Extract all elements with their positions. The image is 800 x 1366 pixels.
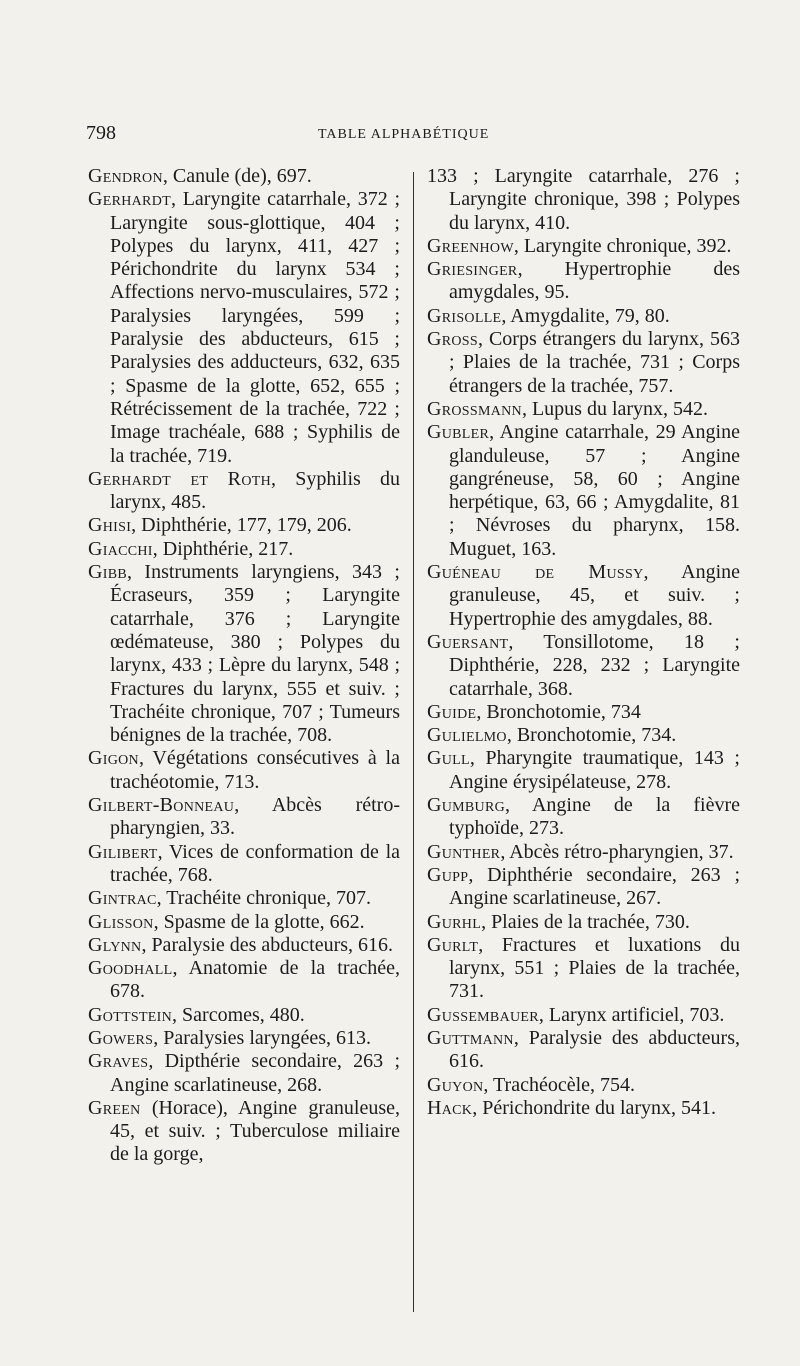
- index-entry: Gerhardt et Roth, Syphilis du larynx, 485.: [88, 467, 400, 514]
- index-entry: Guyon, Trachéocèle, 754.: [427, 1073, 636, 1096]
- index-entry: Glisson, Spasme de la glotte, 662.: [88, 910, 365, 933]
- index-entry: Giacchi, Diphthérie, 217.: [88, 537, 294, 560]
- page-number: 798: [86, 122, 116, 144]
- index-entry: Gurlt, Fractures et luxations du larynx, 551 ; Plaies de la trachée, 731.: [427, 933, 740, 1003]
- index-entry: Guéneau de Mussy, Angine granuleuse, 45, et suiv. ; Hypertrophie des amygdales, 88.: [427, 561, 741, 630]
- index-entry: Hack, Périchondrite du larynx, 541.: [427, 1096, 717, 1119]
- index-entry: Gumburg, Angine de la fièvre typhoïde, 273.: [427, 794, 740, 840]
- running-title: TABLE ALPHABÉTIQUE: [318, 127, 490, 142]
- index-column-right: [427, 165, 740, 1120]
- index-entry: Griesinger, Hypertrophie des amygdales, 95.: [427, 258, 740, 304]
- index-entry: Green (Horace), Angine granuleuse, 45, et suiv. ; Tuberculose miliaire de la gorge,: [88, 1096, 400, 1166]
- index-entry: Gurhl, Plaies de la trachée, 730.: [427, 910, 690, 933]
- index-entry: Guide, Bronchotomie, 734: [427, 700, 641, 723]
- index-entry-continued: 133 ; Laryngite catarrhale, 276 ; Laryngite chronique, 398 ; Polypes du larynx, 410.: [427, 165, 740, 234]
- page-header: [86, 122, 740, 152]
- index-entry: Gulielmo, Bronchotomie, 734.: [427, 724, 677, 747]
- index-entry: Greenhow, Laryngite chronique, 392.: [427, 234, 732, 257]
- index-entry: Grisolle, Amygdalite, 79, 80.: [427, 304, 670, 327]
- index-entry: Gottstein, Sarcomes, 480.: [88, 1003, 305, 1026]
- index-entry: Gendron, Canule (de), 697.: [88, 165, 312, 187]
- index-entry: Guttmann, Paralysie des abducteurs, 616.: [427, 1026, 740, 1073]
- index-entry: Gussembauer, Larynx artificiel, 703.: [427, 1003, 725, 1026]
- index-entry: Gigon, Végétations consécutives à la trachéotomie, 713.: [88, 747, 400, 793]
- index-entry: Guersant, Tonsillotome, 18 ; Diphthérie, 228, 232 ; Laryngite catarrhale, 368.: [427, 630, 740, 700]
- index-entry: Gubler, Angine catarrhale, 29 Angine glanduleuse, 57 ; Angine gangréneuse, 58, 60 ; Angine herpétique, 63, 66 ; Amygdalite, 81 ; Névroses du pharynx, 158. Muguet, 163.: [427, 421, 740, 560]
- index-entry: Gull, Pharyngite traumatique, 143 ; Angine érysipélateuse, 278.: [427, 747, 740, 793]
- index-entry: Gupp, Diphthérie secondaire, 263 ; Angine scarlatineuse, 267.: [427, 863, 740, 910]
- index-entry: Gilibert, Vices de conformation de la trachée, 768.: [88, 840, 400, 886]
- column-divider: [413, 172, 414, 1312]
- index-entry: Gintrac, Trachéite chronique, 707.: [88, 887, 372, 910]
- index-entry: Goodhall, Anatomie de la trachée, 678.: [88, 957, 400, 1003]
- index-entry: Gunther, Abcès rétro-pharyngien, 37.: [427, 840, 734, 863]
- index-entry: Gilbert-Bonneau, Abcès rétro-pharyngien, 33.: [88, 794, 400, 840]
- index-entry: Gerhardt, Laryngite catarrhale, 372 ; Laryngite sous-glottique, 404 ; Polypes du larynx, 411, 427 ; Périchondrite du larynx 534 ; Affections nervo-musculaires, 572 ; Paralysies laryngées, 599 ; Paralysie des abducteurs, 615 ; Paralysies des adducteurs, 632, 635 ; Spasme de la glotte, 652, 655 ; Rétrécissement de la trachée, 722 ; Image trachéale, 688 ; Syphilis de la trachée, 719.: [88, 188, 400, 467]
- index-column-left: [88, 165, 400, 1167]
- index-entry: Graves, Dipthérie secondaire, 263 ; Angine scarlatineuse, 268.: [88, 1050, 400, 1096]
- index-entry: Gross, Corps étrangers du larynx, 563 ; Plaies de la trachée, 731 ; Corps étrangers de la trachée, 757.: [427, 328, 740, 397]
- index-entry: Gibb, Instruments laryngiens, 343 ; Écraseurs, 359 ; Laryngite catarrhale, 376 ; Laryngite œdémateuse, 380 ; Polypes du larynx, 433 ; Lèpre du larynx, 548 ; Fractures du larynx, 555 et suiv. ; Trachéite chronique, 707 ; Tumeurs bénignes de la trachée, 708.: [88, 561, 400, 747]
- index-entry: Gowers, Paralysies laryngées, 613.: [88, 1026, 371, 1049]
- index-entry: Glynn, Paralysie des abducteurs, 616.: [88, 933, 394, 956]
- index-entry: Ghisi, Diphthérie, 177, 179, 206.: [88, 514, 352, 537]
- index-entry: Grossmann, Lupus du larynx, 542.: [427, 397, 709, 420]
